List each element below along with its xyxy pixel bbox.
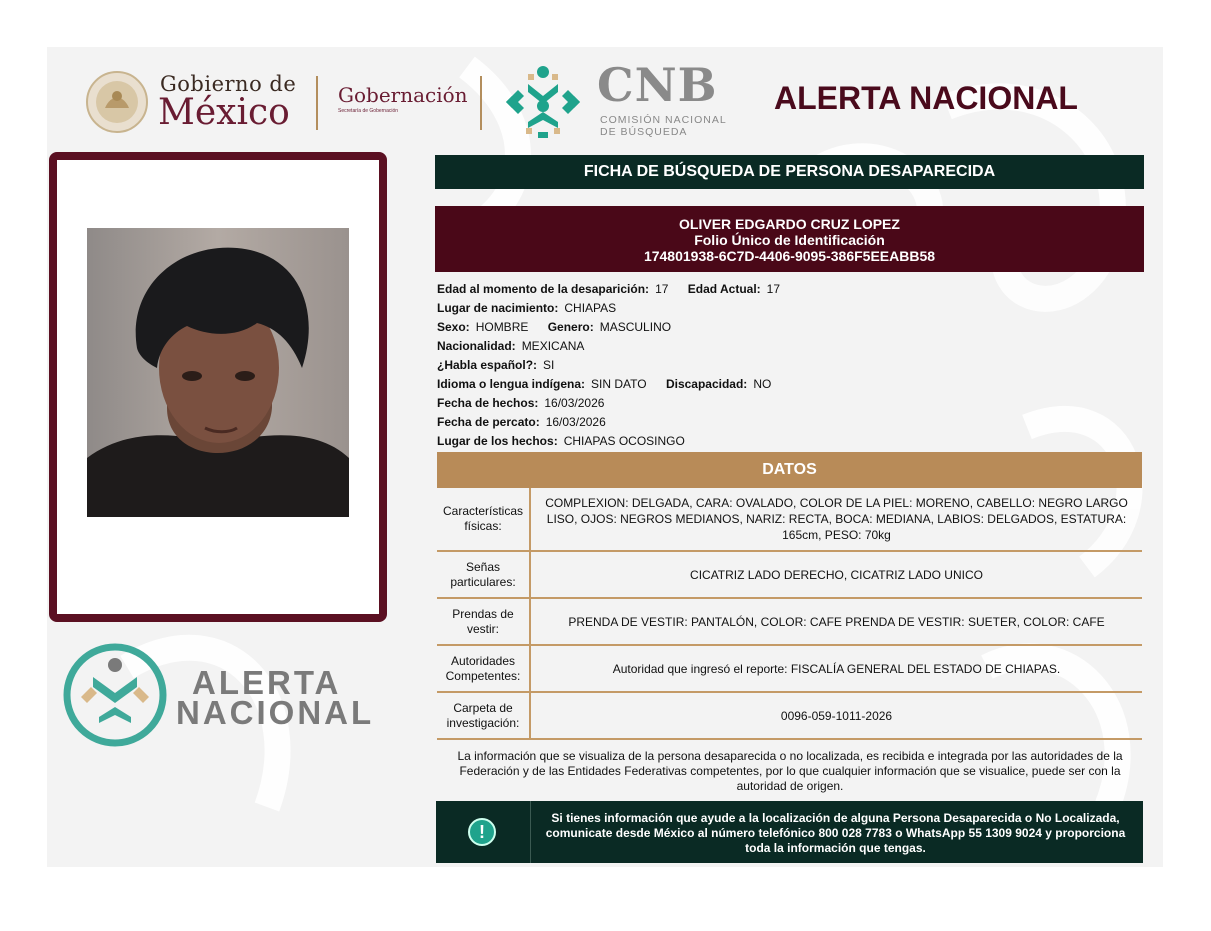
- header-divider: [316, 76, 318, 130]
- info-label: Nacionalidad:: [437, 339, 516, 353]
- folio-value: 174801938-6C7D-4406-9095-386F5EEABB58: [643, 248, 936, 264]
- info-row: [437, 299, 1137, 318]
- info-value: 17: [766, 282, 781, 296]
- cnb-subtitle-2: DE BÚSQUEDA: [600, 126, 688, 138]
- folio-label: Folio Único de Identificación: [694, 232, 885, 248]
- cnb-title: CNB: [597, 58, 718, 112]
- gobierno-line2: México: [158, 92, 290, 133]
- row-label: Prendas de vestir:: [437, 599, 531, 644]
- row-value: PRENDA DE VESTIR: PANTALÓN, COLOR: CAFE PRENDA DE VESTIR: SUETER, COLOR: CAFE: [568, 614, 1105, 629]
- cnb-subtitle-1: COMISIÓN NACIONAL: [600, 114, 727, 126]
- alerta-nacional-logo-icon: [63, 643, 167, 747]
- datos-title-bar: DATOS: [437, 452, 1142, 488]
- info-value: 16/03/2026: [545, 415, 606, 429]
- info-value: NO: [753, 377, 772, 391]
- info-label: Edad al momento de la desaparición:: [437, 282, 650, 296]
- ficha-title-bar: FICHA DE BÚSQUEDA DE PERSONA DESAPARECIDA: [435, 155, 1144, 189]
- gobierno-de-mexico-logo: [85, 70, 300, 134]
- info-label: ¿Habla español?:: [437, 358, 538, 372]
- national-seal-icon: [85, 70, 149, 134]
- table-row: [437, 552, 1142, 599]
- info-value: 17: [655, 282, 669, 296]
- row-value: COMPLEXION: DELGADA, CARA: OVALADO, COLOR DE LA PIEL: MORENO, CABELLO: NEGRO LARGO LISO, OJOS: NEGROS MEDIANOS, NARIZ: RECTA, BOCA: MEDIANA, LABIOS: DELGADOS, ESTATURA: 165cm, PESO: 70kg: [545, 496, 1128, 542]
- info-row: [437, 375, 1137, 394]
- info-value: SIN DATO: [591, 377, 647, 391]
- info-value: MEXICANA: [521, 339, 585, 353]
- info-label: Discapacidad:: [665, 377, 748, 391]
- table-row: [437, 693, 1142, 740]
- person-name: OLIVER EDGARDO CRUZ LOPEZ: [679, 216, 900, 232]
- info-label: Lugar de los hechos:: [437, 434, 558, 448]
- table-row: [437, 488, 1142, 552]
- row-label: Autoridades Competentes:: [437, 646, 531, 691]
- contact-bar: [436, 801, 1143, 863]
- info-value: MASCULINO: [599, 320, 672, 334]
- contact-message: Si tienes información que ayude a la localización de alguna Persona Desaparecida o No Localizada, comunicate desde México al número telefónico 800 028 7783 o WhatsApp 55 1309 9024 y proporciona toda la información que tengas.: [545, 811, 1126, 855]
- row-value: CICATRIZ LADO DERECHO, CICATRIZ LADO UNICO: [690, 567, 983, 582]
- contact-icon-cell: [436, 801, 531, 863]
- disclaimer-text: La información que se visualiza de la persona desaparecida o no localizada, es recibida e integrada por las autoridades de la Federación y de las Entidades Federativas competentes, por lo que cualquier información que se visualice, puede ser con la autoridad de origen.: [457, 749, 1123, 793]
- info-row: [437, 318, 1137, 337]
- info-label: Genero:: [547, 320, 594, 334]
- cnb-logo-icon: [498, 62, 588, 142]
- info-label: Edad Actual:: [687, 282, 761, 296]
- row-value: Autoridad que ingresó el reporte: FISCALÍA GENERAL DEL ESTADO DE CHIAPAS.: [612, 661, 1061, 676]
- info-value: HOMBRE: [475, 320, 529, 334]
- gobernacion-subtitle: Secretaría de Gobernación: [338, 108, 399, 114]
- missing-person-photo: [87, 228, 349, 517]
- info-value: CHIAPAS: [564, 301, 617, 315]
- info-row: [437, 394, 1137, 413]
- info-row: [437, 337, 1137, 356]
- row-label: Características físicas:: [437, 488, 531, 550]
- person-info: [437, 280, 1137, 451]
- info-value: 16/03/2026: [544, 396, 605, 410]
- datos-table: [437, 488, 1142, 740]
- gobernacion-title: Gobernación: [338, 83, 468, 107]
- info-label: Fecha de percato:: [437, 415, 540, 429]
- info-row: [437, 356, 1137, 375]
- alerta-logo-line1: ALERTA: [192, 664, 342, 701]
- gobierno-line1: Gobierno de: [160, 72, 297, 96]
- row-label: Carpeta de investigación:: [437, 693, 531, 738]
- table-row: [437, 599, 1142, 646]
- person-name-box: [435, 206, 1144, 272]
- info-value: CHIAPAS OCOSINGO: [563, 434, 685, 448]
- info-label: Lugar de nacimiento:: [437, 301, 559, 315]
- info-row: [437, 413, 1137, 432]
- header-divider: [480, 76, 482, 130]
- row-label: Señas particulares:: [437, 552, 531, 597]
- info-row: [437, 280, 1137, 299]
- exclamation-icon: !: [468, 818, 496, 846]
- info-label: Sexo:: [437, 320, 470, 334]
- table-row: [437, 646, 1142, 693]
- info-value: SI: [543, 358, 555, 372]
- alerta-logo-line2: NACIONAL: [176, 694, 375, 731]
- info-row: [437, 432, 1137, 451]
- info-label: Fecha de hechos:: [437, 396, 539, 410]
- info-label: Idioma o lengua indígena:: [437, 377, 586, 391]
- alerta-nacional-title: ALERTA NACIONAL: [774, 80, 1078, 116]
- row-value: 0096-059-1011-2026: [780, 708, 893, 723]
